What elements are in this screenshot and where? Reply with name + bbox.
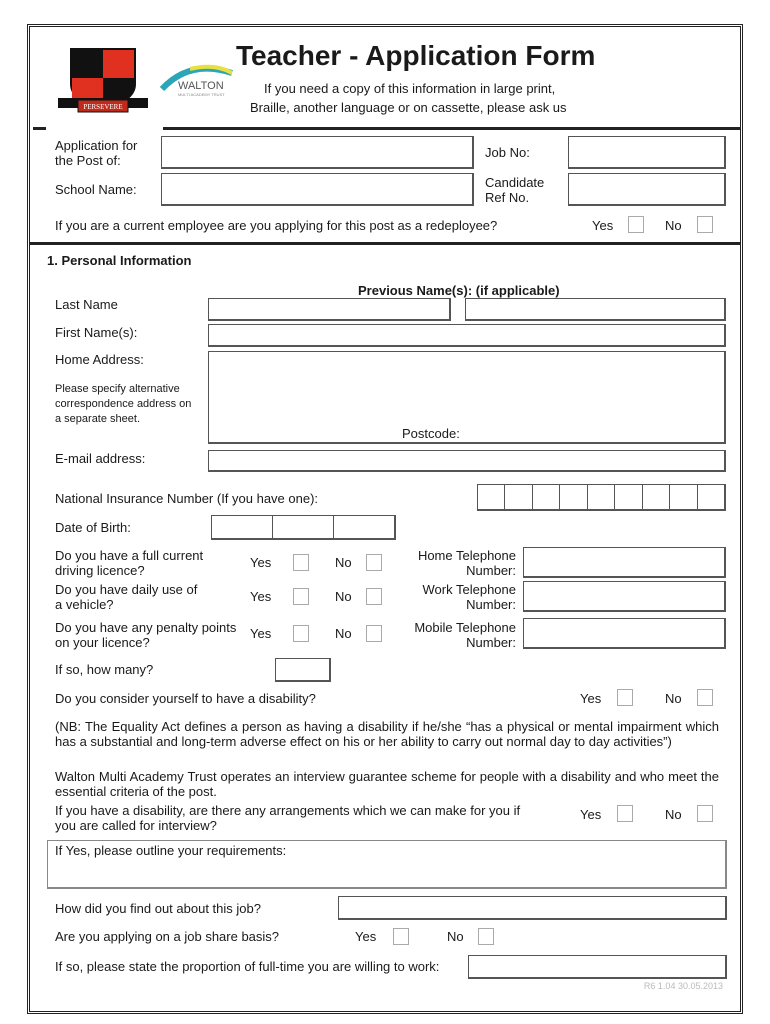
divider xyxy=(30,242,741,245)
subtitle-line: Braille, another language or on cassette, please ask us xyxy=(250,100,567,115)
find-out-label: How did you find out about this job? xyxy=(55,901,261,916)
redeploy-yes-checkbox[interactable] xyxy=(628,216,644,233)
proportion-label: If so, please state the proportion of full-time you are willing to work: xyxy=(55,959,440,974)
disability-no-checkbox[interactable] xyxy=(697,689,713,706)
vehicle-no-checkbox[interactable] xyxy=(366,588,382,605)
vehicle-yes-checkbox[interactable] xyxy=(293,588,309,605)
work-tel-input[interactable] xyxy=(523,581,726,612)
candidate-ref-input[interactable] xyxy=(568,173,726,206)
q-line: driving licence? xyxy=(55,563,145,578)
home-tel-label xyxy=(390,548,516,578)
subtitle-line: If you need a copy of this information in large print, xyxy=(264,81,556,96)
arrangements-no-checkbox[interactable] xyxy=(697,805,713,822)
yes-label: Yes xyxy=(250,589,272,604)
q-line: you are called for interview? xyxy=(55,818,217,833)
label: Home Telephone xyxy=(417,548,516,563)
no-label: No xyxy=(335,589,352,604)
email-input[interactable] xyxy=(208,450,726,472)
q-line: a vehicle? xyxy=(55,597,114,612)
section-heading: 1. Personal Information xyxy=(47,253,192,268)
first-names-input[interactable] xyxy=(208,324,726,347)
q-line: Do you have a full current xyxy=(55,548,204,563)
mobile-tel-input[interactable] xyxy=(523,618,726,649)
walton-trust-logo xyxy=(160,63,236,99)
proportion-input[interactable] xyxy=(468,955,727,979)
home-address-input[interactable] xyxy=(208,351,726,444)
page-title: Teacher - Application Form xyxy=(236,40,596,71)
yes-label: Yes xyxy=(580,807,602,822)
post-input[interactable] xyxy=(161,136,474,169)
postcode-label: Postcode: xyxy=(402,426,460,441)
dob-label: Date of Birth: xyxy=(55,520,131,535)
job-share-yes-checkbox[interactable] xyxy=(393,928,409,945)
note-line: Please specify alternative xyxy=(55,383,180,395)
dob-input[interactable] xyxy=(211,515,396,540)
q-line: If you have a disability, are there any arrangements which we can make for you if xyxy=(55,803,521,818)
arrangements-question xyxy=(55,803,520,833)
q-line: Do you have any penalty points xyxy=(55,620,237,635)
note-line: correspondence address on xyxy=(55,398,192,410)
no-label: No xyxy=(447,929,464,944)
note-line: a separate sheet. xyxy=(55,413,141,425)
ni-label: National Insurance Number (If you have one): xyxy=(55,491,319,506)
previous-names-input[interactable] xyxy=(465,298,726,321)
penalty-question xyxy=(55,620,236,650)
last-name-label: Last Name xyxy=(55,297,118,312)
penalty-yes-checkbox[interactable] xyxy=(293,625,309,642)
label: Candidate xyxy=(485,175,545,190)
licence-no-checkbox[interactable] xyxy=(366,554,382,571)
no-label: No xyxy=(665,691,682,706)
equality-act-note: (NB: The Equality Act defines a person as having a disability if he/she “has a physical or mental impairment which has a substantial and long-term adverse effect on his or her ability to carry out normal day to day activities”) xyxy=(55,719,719,749)
yes-label: Yes xyxy=(355,929,377,944)
job-share-question: Are you applying on a job share basis? xyxy=(55,929,280,944)
home-tel-input[interactable] xyxy=(523,547,726,578)
svg-text:PERSEVERE: PERSEVERE xyxy=(83,103,123,111)
find-out-input[interactable] xyxy=(338,896,727,920)
svg-text:MULTI ACADEMY TRUST: MULTI ACADEMY TRUST xyxy=(178,92,225,97)
job-no-label: Job No: xyxy=(485,145,530,160)
home-address-label: Home Address: xyxy=(55,352,144,367)
penalty-no-checkbox[interactable] xyxy=(366,625,382,642)
yes-label: Yes xyxy=(580,691,602,706)
how-many-label: If so, how many? xyxy=(55,662,154,677)
svg-text:WALTON: WALTON xyxy=(178,80,224,92)
requirements-label: If Yes, please outline your requirements: xyxy=(55,843,287,858)
redeploy-no-checkbox[interactable] xyxy=(697,216,713,233)
mobile-tel-label xyxy=(390,620,516,650)
post-label xyxy=(55,138,137,168)
divider xyxy=(163,127,741,130)
label: Number: xyxy=(466,563,516,578)
no-label: No xyxy=(335,555,352,570)
disability-question: Do you consider yourself to have a disability? xyxy=(55,691,316,706)
label: the Post of: xyxy=(55,153,121,168)
penalty-count-input[interactable] xyxy=(275,658,331,682)
work-tel-label xyxy=(390,582,516,612)
yes-label: Yes xyxy=(250,555,272,570)
label: Application for xyxy=(55,138,138,153)
interview-guarantee-note: Walton Multi Academy Trust operates an interview guarantee scheme for people with a disability and who meet the essential criteria of the post. xyxy=(55,769,719,799)
label: Ref No. xyxy=(485,190,530,205)
arrangements-yes-checkbox[interactable] xyxy=(617,805,633,822)
q-line: on your licence? xyxy=(55,635,150,650)
label: Mobile Telephone xyxy=(414,620,516,635)
no-label: No xyxy=(665,218,682,233)
last-name-input[interactable] xyxy=(208,298,451,321)
divider xyxy=(33,127,46,130)
label: Work Telephone xyxy=(422,582,516,597)
first-names-label: First Name(s): xyxy=(55,325,138,340)
school-crest-logo xyxy=(56,44,150,116)
no-label: No xyxy=(665,807,682,822)
yes-label: Yes xyxy=(250,626,272,641)
version-footer: R6 1.04 30.05.2013 xyxy=(643,981,723,991)
email-label: E-mail address: xyxy=(55,451,146,466)
previous-names-label: Previous Name(s): (if applicable) xyxy=(358,283,560,298)
school-name-input[interactable] xyxy=(161,173,474,206)
yes-label: Yes xyxy=(592,218,614,233)
alt-address-note xyxy=(55,382,191,427)
no-label: No xyxy=(335,626,352,641)
job-share-no-checkbox[interactable] xyxy=(478,928,494,945)
licence-question xyxy=(55,548,203,578)
ni-number-input[interactable] xyxy=(477,484,726,511)
redeploy-question: If you are a current employee are you applying for this post as a redeployee? xyxy=(55,218,498,233)
label: Number: xyxy=(466,635,516,650)
q-line: Do you have daily use of xyxy=(55,582,198,597)
disability-yes-checkbox[interactable] xyxy=(617,689,633,706)
label: Number: xyxy=(466,597,516,612)
vehicle-question xyxy=(55,582,197,612)
candidate-ref-label xyxy=(485,175,544,205)
school-name-label: School Name: xyxy=(55,182,137,197)
job-no-input[interactable] xyxy=(568,136,726,169)
licence-yes-checkbox[interactable] xyxy=(293,554,309,571)
